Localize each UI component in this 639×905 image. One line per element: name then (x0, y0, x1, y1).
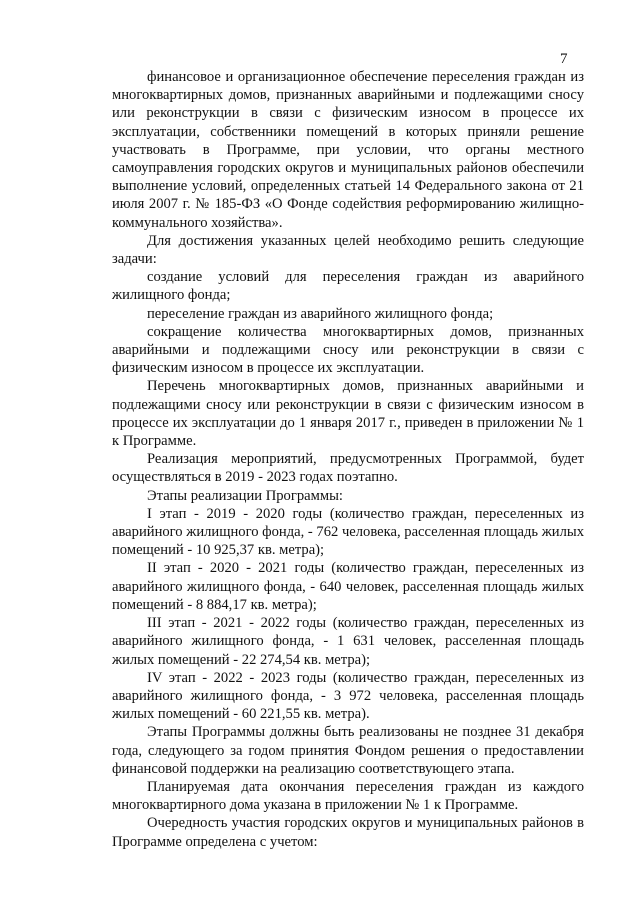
stage-item-1: I этап - 2019 - 2020 годы (количество граждан, переселенных из аварийного жилищного фонда, - 762 человека, расселенная площадь жилых помещений - 10 925,37 кв. метра); (112, 505, 584, 559)
paragraph-participation-order: Очередность участия городских округов и муниципальных районов в Программе определена с учетом: (112, 815, 584, 850)
paragraph-building-list: Перечень многоквартирных домов, признанных аварийными и подлежащими сносу или реконструкции в связи с физическим износом в процессе их эксплуатации до 1 января 2017 г., приведен в приложении № 1 к Программе. (112, 378, 584, 450)
task-item-resettlement: переселение граждан из аварийного жилищного фонда; (147, 305, 494, 322)
paragraph-stages-heading: Этапы реализации Программы: (147, 487, 343, 504)
stage-item-4: IV этап - 2022 - 2023 годы (количество граждан, переселенных из аварийного жилищного фонда, - 3 972 человека, расселенная площадь жилых помещений - 60 221,55 кв. метра). (112, 669, 584, 723)
stage-item-2: II этап - 2020 - 2021 годы (количество граждан, переселенных из аварийного жилищного фонда, - 640 человек, расселенная площадь жилых помещений - 8 884,17 кв. метра); (112, 560, 584, 613)
stage-item-3: III этап - 2021 - 2022 годы (количество граждан, переселенных из аварийного жилищного фонда, - 1 631 человек, расселенная площадь жилых помещений - 22 274,54 кв. метра); (112, 615, 584, 668)
page-number: 7 (560, 51, 568, 67)
task-item-conditions: создание условий для переселения граждан из аварийного жилищного фонда; (112, 269, 584, 304)
paragraph-completion-date: Планируемая дата окончания переселения граждан из каждого многоквартирного дома указана в приложении № 1 к Программе. (112, 778, 584, 814)
paragraph-stage-deadline: Этапы Программы должны быть реализованы не позднее 31 декабря года, следующего за годом принятия Фондом решения о предоставлении финансовой поддержки на реализацию соответствующего этапа. (112, 724, 584, 777)
paragraph-program-goal-continuation: финансовое и организационное обеспечение переселения граждан из многоквартирных домов, признанных аварийными и подлежащими сносу или реконструкции в связи с физическим износом в процессе их эксплуатации, собственники помещений в которых приняли решение участвовать в Программе, при условии, что органы местного самоуправления городских округов и муниципальных районов обеспечили выполнение условий, определенных статьей 14 Федерального закона от 21 июля 2007 г. № 185-ФЗ «О Фонде содействия реформированию жилищно-коммунального хозяйства». (112, 69, 584, 231)
document-body (112, 68, 584, 851)
paragraph-tasks-intro: Для достижения указанных целей необходимо решить следующие задачи: (112, 232, 584, 268)
paragraph-implementation-period: Реализация мероприятий, предусмотренных Программой, будет осуществляться в 2019 - 2023 годах поэтапно. (112, 451, 584, 486)
task-item-reduction: сокращение количества многоквартирных домов, признанных аварийными и подлежащими сносу или реконструкции в связи с физическим износом в процессе их эксплуатации. (112, 323, 584, 377)
